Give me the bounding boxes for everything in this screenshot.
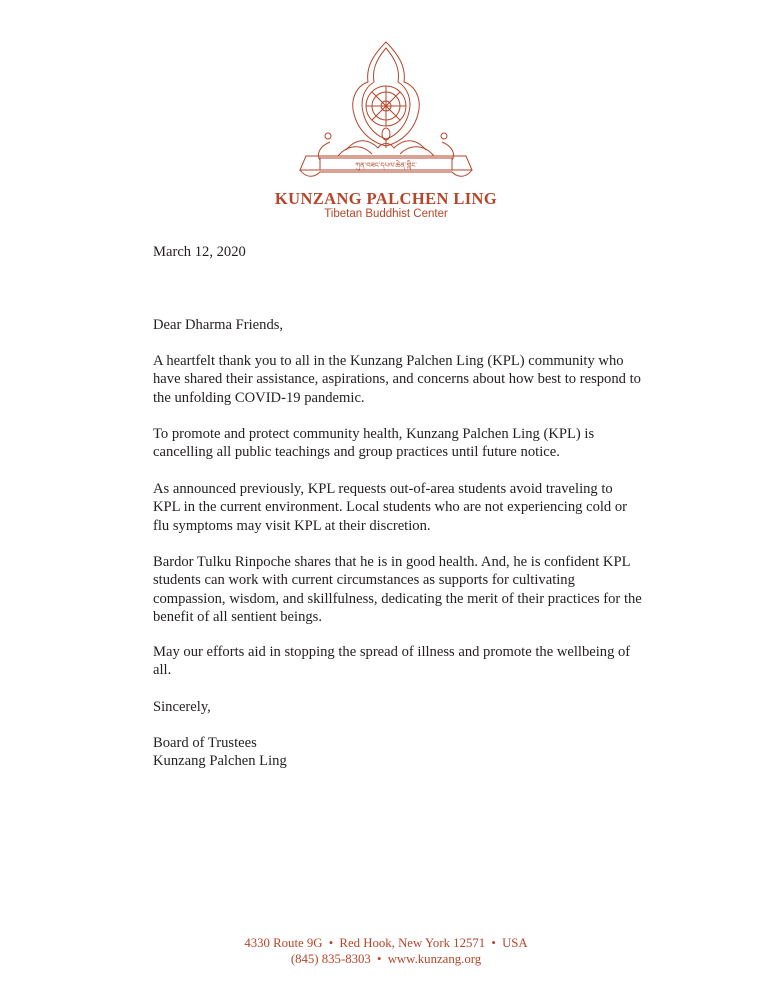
signature-block xyxy=(153,734,643,771)
signature-line-1: Board of Trustees xyxy=(153,735,257,751)
paragraph-3: As announced previously, KPL requests out-of-area students avoid traveling to KPL in the current environment. Local students who are not experiencing cold or flu symptoms may visit KPL at their discretion. xyxy=(153,481,628,534)
signature-line-2: Kunzang Palchen Ling xyxy=(153,753,287,770)
footer-bullet: • xyxy=(377,952,382,966)
footer-bullet: • xyxy=(328,936,334,950)
footer-bullet: • xyxy=(491,936,496,950)
footer-website-link[interactable]: www.kunzang.org xyxy=(387,952,482,966)
footer-phone: (845) 835-8303 xyxy=(290,952,371,966)
footer-address-line xyxy=(0,935,772,951)
footer-contact-line xyxy=(0,951,772,967)
footer-country: USA xyxy=(502,936,528,950)
footer-city: Red Hook, New York 12571 xyxy=(339,936,486,950)
org-name: KUNZANG PALCHEN LING xyxy=(274,189,498,208)
salutation: Dear Dharma Friends, xyxy=(153,317,284,333)
letterhead xyxy=(0,38,772,188)
org-subtitle: Tibetan Buddhist Center xyxy=(324,208,448,220)
dharma-wheel-emblem-icon xyxy=(286,38,486,188)
tibetan-inscription: ཀུན་བཟང་དཔལ་ཆེན་གླིང་ xyxy=(355,161,417,170)
paragraph-4: Bardor Tulku Rinpoche shares that he is in good health. And, he is confident KPL students can work with current circumstances as supports for cultivating compassion, wisdom, and skillfulness, dedicating the merit of their practices for the benefit of all sentient beings. xyxy=(153,554,642,625)
paragraph-1: A heartfelt thank you to all in the Kunzang Palchen Ling (KPL) community who have shared their assistance, aspirations, and concerns about how best to respond to the unfolding COVID-19 pandemic. xyxy=(153,353,641,406)
letter-date: March 12, 2020 xyxy=(153,244,246,260)
footer-street: 4330 Route 9G xyxy=(244,936,323,950)
closing: Sincerely, xyxy=(153,699,211,715)
paragraph-5: May our efforts aid in stopping the spread of illness and promote the wellbeing of all. xyxy=(153,644,631,679)
paragraph-2: To promote and protect community health, Kunzang Palchen Ling (KPL) is cancelling all public teachings and group practices until future notice. xyxy=(153,426,595,461)
